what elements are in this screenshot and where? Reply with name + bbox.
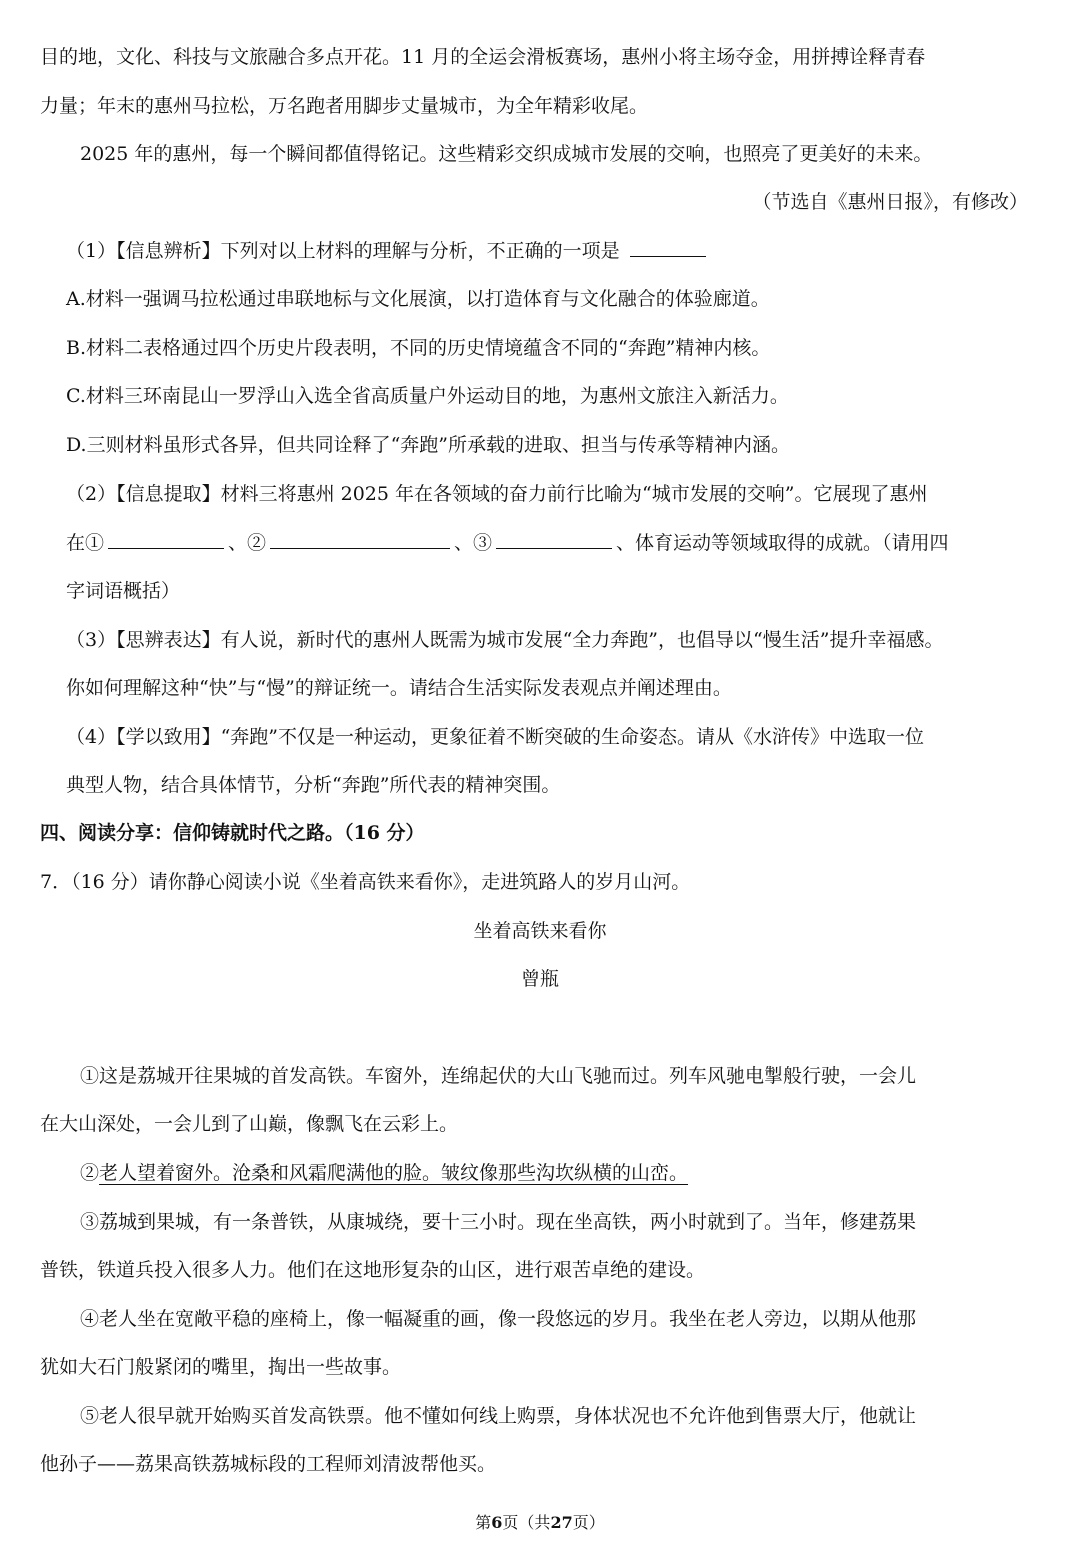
question-2-blanks	[66, 530, 949, 556]
story-title: 坐着高铁来看你	[473, 920, 607, 942]
text-line: 你如何理解这种“快”与“慢”的辩证统一。请结合生活实际发表观点并阐述理由。	[66, 677, 732, 699]
source-note: （节选自《惠州日报》，有修改）	[752, 191, 1028, 213]
footer-text: 页）	[572, 1513, 605, 1532]
underlined-sentence: 老人望着窗外。沧桑和风霜爬满他的脸。皱纹像那些沟坎纵横的山峦。	[99, 1162, 689, 1184]
section-heading: 四、阅读分享：信仰铸就时代之路。（16 分）	[40, 822, 425, 844]
text-line: 典型人物，结合具体情节，分析“奔跑”所代表的精神突围。	[66, 774, 561, 796]
footer-text: 页（共	[502, 1513, 551, 1532]
paragraph-2	[80, 1160, 688, 1186]
text-line: 在大山深处，一会儿到了山巅，像飘飞在云彩上。	[40, 1113, 459, 1135]
paragraph-3: ③荔城到果城，有一条普铁，从康城绕，要十三小时。现在坐高铁，两小时就到了。当年，修建荔果	[80, 1211, 917, 1233]
question-3: （3）【思辨表达】有人说，新时代的惠州人既需为城市发展“全力奔跑”，也倡导以“慢生活”提升幸福感。	[66, 629, 944, 651]
option-c: C.材料三环南昆山一罗浮山入选全省高质量户外运动目的地，为惠州文旅注入新活力。	[66, 385, 789, 407]
text-span: 、③	[454, 532, 493, 554]
answer-blank	[630, 255, 706, 257]
question-2: （2）【信息提取】材料三将惠州 2025 年在各领域的奋力前行比喻为“城市发展的交响”。它展现了惠州	[66, 483, 928, 505]
page-footer	[0, 1510, 1080, 1533]
paragraph-4: ④老人坐在宽敞平稳的座椅上，像一幅凝重的画，像一段悠远的岁月。我坐在老人旁边，以期从他那	[80, 1308, 917, 1330]
text-line: 他孙子——荔果高铁荔城标段的工程师刘清波帮他买。	[40, 1453, 497, 1475]
answer-blank-1	[108, 547, 224, 549]
text-line: 目的地，文化、科技与文旅融合多点开花。11 月的全运会滑板赛场，惠州小将主场夺金，用拼搏诠释青春	[40, 46, 926, 68]
question-7: 7．（16 分）请你静心阅读小说《坐着高铁来看你》，走进筑路人的岁月山河。	[40, 871, 691, 893]
text-span: 在①	[66, 532, 105, 554]
question-4: （4）【学以致用】“奔跑”不仅是一种运动，更象征着不断突破的生命姿态。请从《水浒传》中选取一位	[66, 726, 925, 748]
paragraph-1: ①这是荔城开往果城的首发高铁。车窗外，连绵起伏的大山飞驰而过。列车风驰电掣般行驶，一会儿	[80, 1065, 917, 1087]
paragraph-number: ②	[80, 1162, 100, 1184]
footer-text: 第	[475, 1513, 492, 1532]
story-author: 曾瓶	[520, 968, 559, 990]
text-line: 字词语概括）	[66, 580, 181, 602]
answer-blank-2	[270, 547, 450, 549]
text-line: 2025 年的惠州，每一个瞬间都值得铭记。这些精彩交织成城市发展的交响，也照亮了更美好的未来。	[80, 143, 933, 165]
text-span: 、②	[228, 532, 267, 554]
page-number: 6	[491, 1513, 503, 1532]
text-line: 力量；年末的惠州马拉松，万名跑者用脚步丈量城市，为全年精彩收尾。	[40, 95, 649, 117]
paragraph-5: ⑤老人很早就开始购买首发高铁票。他不懂如何线上购票，身体状况也不允许他到售票大厅，他就让	[80, 1405, 917, 1427]
option-a: A.材料一强调马拉松通过串联地标与文化展演，以打造体育与文化融合的体验廊道。	[66, 288, 770, 310]
text-span: 、体育运动等领域取得的成就。（请用四	[616, 532, 949, 554]
page-total: 27	[550, 1513, 573, 1532]
question-1-text: （1）【信息辨析】下列对以上材料的理解与分析，不正确的一项是	[66, 240, 620, 262]
answer-blank-3	[496, 547, 612, 549]
question-1	[66, 238, 710, 264]
option-d: D.三则材料虽形式各异，但共同诠释了“奔跑”所承载的进取、担当与传承等精神内涵。	[66, 434, 791, 456]
text-line: 犹如大石门般紧闭的嘴里，掏出一些故事。	[40, 1356, 402, 1378]
option-b: B.材料二表格通过四个历史片段表明，不同的历史情境蕴含不同的“奔跑”精神内核。	[66, 337, 771, 359]
text-line: 普铁，铁道兵投入很多人力。他们在这地形复杂的山区，进行艰苦卓绝的建设。	[40, 1259, 706, 1281]
